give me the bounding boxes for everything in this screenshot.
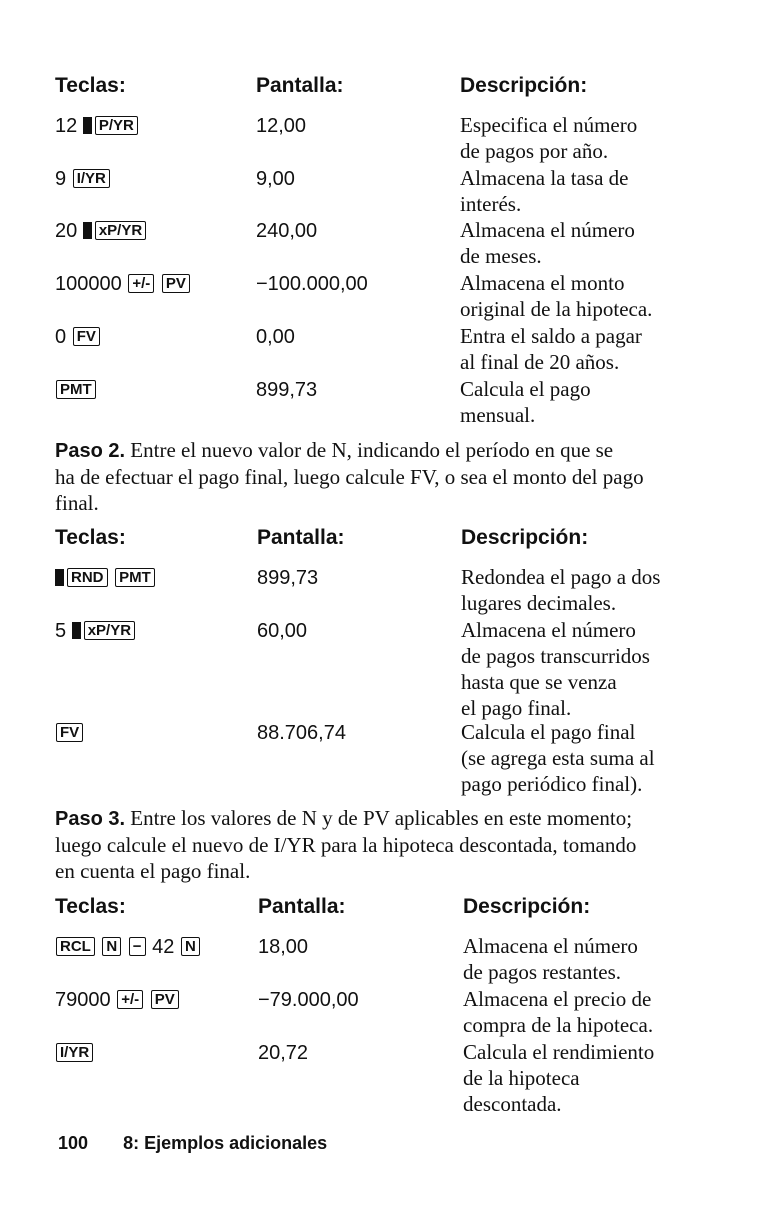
calculator-key: FV (56, 723, 83, 742)
key-number: 20 (55, 220, 78, 242)
paragraph-line (55, 805, 685, 832)
calculator-key: PV (151, 990, 179, 1009)
description-line: Almacena la tasa de (460, 166, 629, 190)
step-label: Paso 3. (55, 808, 126, 830)
description-line: Calcula el pago (460, 377, 591, 401)
keystroke-cell (55, 1042, 94, 1065)
col-header-display: Pantalla: (256, 74, 344, 97)
description-line: al final de 20 años. (460, 350, 620, 374)
description-cell (463, 1039, 763, 1117)
calculator-key: xP/YR (95, 221, 146, 240)
paragraph-line: luego calcule el nuevo de I/YR para la hipoteca descontada, tomando (55, 833, 637, 857)
description-line: lugares decimales. (461, 591, 617, 615)
chapter-title: 8: Ejemplos adicionales (123, 1133, 328, 1153)
description-line: de pagos restantes. (463, 960, 622, 984)
paragraph-text: Entre los valores de N y de PV aplicables en este momento; (130, 806, 633, 830)
display-value: 20,72 (258, 1042, 309, 1064)
description-line: el pago final. (461, 696, 572, 720)
display-value: −100.000,00 (256, 273, 368, 295)
paragraph-line: en cuenta el pago final. (55, 859, 251, 883)
description-cell (463, 933, 763, 985)
description-cell (460, 376, 760, 428)
step-label: Paso 2. (55, 440, 126, 462)
description-line: Calcula el rendimiento (463, 1040, 655, 1064)
description-cell (461, 719, 761, 797)
col-header-display: Pantalla: (258, 895, 346, 918)
keystroke-cell (55, 989, 180, 1012)
shift-key-icon (72, 622, 81, 639)
key-number: 9 (55, 168, 67, 190)
description-line: de pagos por año. (460, 139, 609, 163)
display-value: −79.000,00 (258, 989, 359, 1011)
key-number: 12 (55, 115, 78, 137)
page-number: 100 (58, 1133, 89, 1153)
description-line: Almacena el número (460, 218, 635, 242)
key-number: 0 (55, 326, 67, 348)
calculator-key: PMT (115, 568, 155, 587)
keystroke-cell (55, 326, 101, 349)
description-line: Almacena el número (461, 618, 636, 642)
step-3-paragraph (55, 805, 685, 884)
keystroke-cell (55, 567, 156, 590)
description-cell (460, 323, 760, 375)
description-line: Almacena el número (463, 934, 638, 958)
description-cell (460, 270, 760, 322)
description-cell (461, 617, 761, 721)
calculator-key: N (102, 937, 121, 956)
description-cell (461, 564, 761, 616)
description-line: de la hipoteca (463, 1066, 580, 1090)
key-number: 5 (55, 620, 67, 642)
calculator-key: I/YR (73, 169, 110, 188)
description-line: Redondea el pago a dos (461, 565, 661, 589)
calculator-key: I/YR (56, 1043, 93, 1062)
shift-key-icon (55, 569, 64, 586)
step-2-paragraph (55, 437, 685, 516)
calculator-key: P/YR (95, 116, 138, 135)
display-value: 18,00 (258, 936, 309, 958)
keystroke-cell (55, 722, 84, 745)
keystroke-cell (55, 379, 97, 402)
calculator-key: N (181, 937, 200, 956)
col-header-keys: Teclas: (55, 526, 126, 549)
shift-key-icon (83, 222, 92, 239)
page-footer (58, 1133, 327, 1154)
keystroke-cell (55, 115, 139, 138)
calculator-key: +/- (128, 274, 154, 293)
display-value: 12,00 (256, 115, 307, 137)
calculator-key: PV (162, 274, 190, 293)
description-line: compra de la hipoteca. (463, 1013, 654, 1037)
description-line: original de la hipoteca. (460, 297, 653, 321)
display-value: 240,00 (256, 220, 318, 242)
description-cell (463, 986, 763, 1038)
description-cell (460, 112, 760, 164)
description-line: de pagos transcurridos (461, 644, 650, 668)
shift-key-icon (83, 117, 92, 134)
description-line: Almacena el precio de (463, 987, 652, 1011)
description-line: Especifica el número (460, 113, 638, 137)
calculator-key: RND (67, 568, 108, 587)
keystroke-cell (55, 620, 136, 643)
display-value: 899,73 (257, 567, 319, 589)
description-cell (460, 217, 760, 269)
col-header-description: Descripción: (463, 895, 591, 918)
description-line: descontada. (463, 1092, 562, 1116)
calculator-key: FV (73, 327, 100, 346)
key-number: 79000 (55, 989, 111, 1011)
display-value: 9,00 (256, 168, 295, 190)
calculator-key: xP/YR (84, 621, 135, 640)
keystroke-cell (55, 168, 111, 191)
description-line: interés. (460, 192, 522, 216)
calculator-key: − (129, 937, 146, 956)
key-number: 100000 (55, 273, 122, 295)
paragraph-line: ha de efectuar el pago final, luego calcule FV, o sea el monto del pago (55, 465, 644, 489)
description-line: Entra el saldo a pagar (460, 324, 642, 348)
description-line: Almacena el monto (460, 271, 625, 295)
col-header-keys: Teclas: (55, 74, 126, 97)
col-header-display: Pantalla: (257, 526, 345, 549)
keystroke-cell (55, 273, 191, 296)
description-line: pago periódico final). (461, 772, 643, 796)
description-line: de meses. (460, 244, 542, 268)
description-line: (se agrega esta suma al (461, 746, 655, 770)
calculator-key: RCL (56, 937, 95, 956)
col-header-description: Descripción: (461, 526, 589, 549)
col-header-keys: Teclas: (55, 895, 126, 918)
description-line: Calcula el pago final (461, 720, 636, 744)
description-line: hasta que se venza (461, 670, 617, 694)
calculator-key: +/- (117, 990, 143, 1009)
calculator-key: PMT (56, 380, 96, 399)
paragraph-text: Entre el nuevo valor de N, indicando el período en que se (130, 438, 614, 462)
display-value: 899,73 (256, 379, 318, 401)
description-cell (460, 165, 760, 217)
description-line: mensual. (460, 403, 536, 427)
keystroke-cell (55, 936, 201, 959)
key-number: 42 (152, 936, 175, 958)
keystroke-cell (55, 220, 147, 243)
display-value: 88.706,74 (257, 722, 346, 744)
paragraph-line (55, 437, 685, 464)
display-value: 0,00 (256, 326, 295, 348)
display-value: 60,00 (257, 620, 308, 642)
paragraph-line: final. (55, 491, 99, 515)
col-header-description: Descripción: (460, 74, 588, 97)
